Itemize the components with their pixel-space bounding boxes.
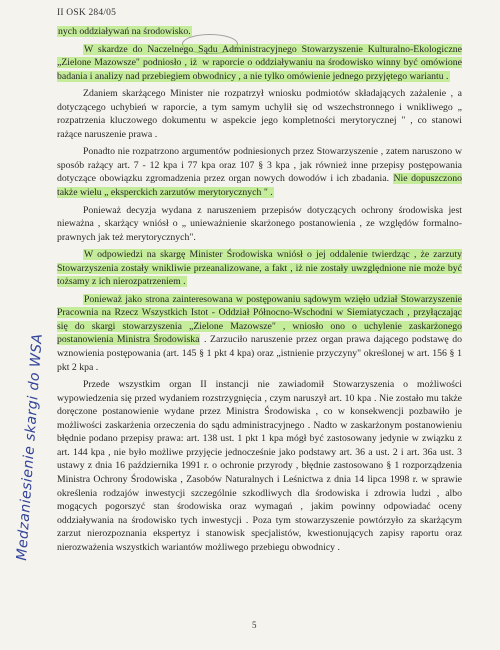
document-body: [57, 25, 462, 558]
paragraph-text: Zdaniem skarżącego Minister nie rozpatrzył wniosku podmiotów składających zażalenie , a dotyczącego uchybień w raporcie, a tym samym uchylił się od wszechstronnego i wnikliwego „ rozpatrzenia kluczowego dokumentu w aspekcie jego kompletności merytorycznej " , co stanowi rażące naruszenie prawa .: [57, 88, 462, 140]
highlighted-text: w raporcie o oddziaływaniu na środowisko winny być omówione badania i analizy nad przebiegiem obwodnicy , a nie tylko omówienie jednego przyjętego wariantu .: [57, 57, 463, 82]
paragraph: [57, 87, 462, 141]
paragraph: [57, 25, 462, 39]
paragraph-text: . Zarzuciło naruszenie przez organ prawa dającego podstawę do wznowienia postępowania (art. 145 § 1 pkt 4 kpa) oraz „istnienie przyczyny" określonej w art. 156 § 1 pkt 2 kpa .: [57, 334, 462, 373]
paragraph: [57, 378, 462, 554]
paragraph-text: Przede wszystkim organ II instancji nie zawiadomił Stowarzyszenia o możliwości wypowiedzenia się przed wydaniem rozstrzygnięcia , czym naruszył art. 10 kpa . Nie zostało mu także doręczone postanowienie wydane przez Ministra Środowiska , co w konsekwencji pozbawiło je możliwości zaskarżenia orzeczenia do sądu administracyjnego . Nadto w zaskarżonym postanowieniu błędnie podano przepisy prawa: art. 138 ust. 1 pkt 1 kpa mógł być zastosowany jedynie w związku z art. 144 kpa , nie było możliwe przyjęcie jednocześnie jako podstawy art. 36 a ust. 2 i art. 36a ust. 3 ustawy z dnia 16 października 1991 r. o ochronie przyrody , błędnie zastosowano § 1 rozporządzenia Ministra Ochrony Środowiska , Zasobów Naturalnych i Leśnictwa z dnia 14 lipca 1998 r. w sprawie określenia rodzajów inwestycji szczególnie szkodliwych dla środowiska i zdrowia ludzi , albo mogących pogorszyć stan środowiska oraz wymagań , jakim powinny odpowiadać oceny oddziaływania na środowisko tych inwestycji . Poza tym stowarzyszenie powtórzyło za skarżącym zarzut nierozpoznania ekspertyz i stanowisk specjalistów, kwestionujących zapisy raportu oraz nierozważenia wszystkich wariantów możliwego przebiegu obwodnicy .: [57, 379, 462, 553]
paragraph-text: Ponieważ decyzja wydana z naruszeniem przepisów dotyczących ochrony środowiska jest nieważna , skarżący wniósł o „ unieważnienie skarżonego postanowienia , ze względów formalno-prawnych jak też merytorycznych".: [57, 204, 462, 243]
paragraph: [57, 248, 462, 289]
paragraph: [57, 204, 462, 245]
highlighted-text: W odpowiedzi na skargę Minister Środowiska wniósł o jej oddalenie twierdząc , że zarzuty Stowarzyszenia zostały wnikliwie przeanalizowane, a fakt , iż nie zostały uwzględnione nie może być tożsamy z ich nierozpatrzeniem .: [57, 249, 462, 288]
paragraph: [57, 293, 462, 374]
highlighted-text: W skardze do Naczelnego Sądu Administracyjnego Stowarzyszenie Kulturalno-Ekologiczne „Zielone Mazowsze" podniosło , iż: [57, 43, 462, 69]
case-number: II OSK 284/05: [57, 8, 117, 18]
highlighted-text: nych oddziaływań na środowisko.: [58, 26, 191, 37]
highlighted-text: Ponieważ jako strona zainteresowana w postępowaniu sądowym wzięło udział Stowarzyszenie Pracownia na Rzecz Wszystkich Istot - Oddział Północno-Wschodni w Siemiatyczach , przyłączając się do skargi stowarzyszenia „Zielone Mazowsze" , wniosło ono o uchylenie zaskarżonego postanowienia Ministra Środowiska: [57, 293, 462, 346]
highlighted-text: Nie dopuszczono także wielu „ eksperckich zarzutów merytorycznych " .: [57, 173, 462, 199]
page-number: 5: [252, 620, 257, 630]
handwritten-margin-note: Medzaniesienie skargi do WSA: [14, 332, 46, 562]
paragraph: [57, 145, 462, 199]
paragraph-text: Ponadto nie rozpatrzono argumentów podniesionych przez Stowarzyszenie , zatem naruszono w sposób rażący art. 7 - 12 kpa i 77 kpa oraz 107 § 3 kpa , jak również inne przepisy postępowania dotyczące obowiązku zgromadzenia przez organ nowych dowodów i ich zbadania.: [57, 146, 462, 185]
paragraph: [57, 43, 462, 84]
